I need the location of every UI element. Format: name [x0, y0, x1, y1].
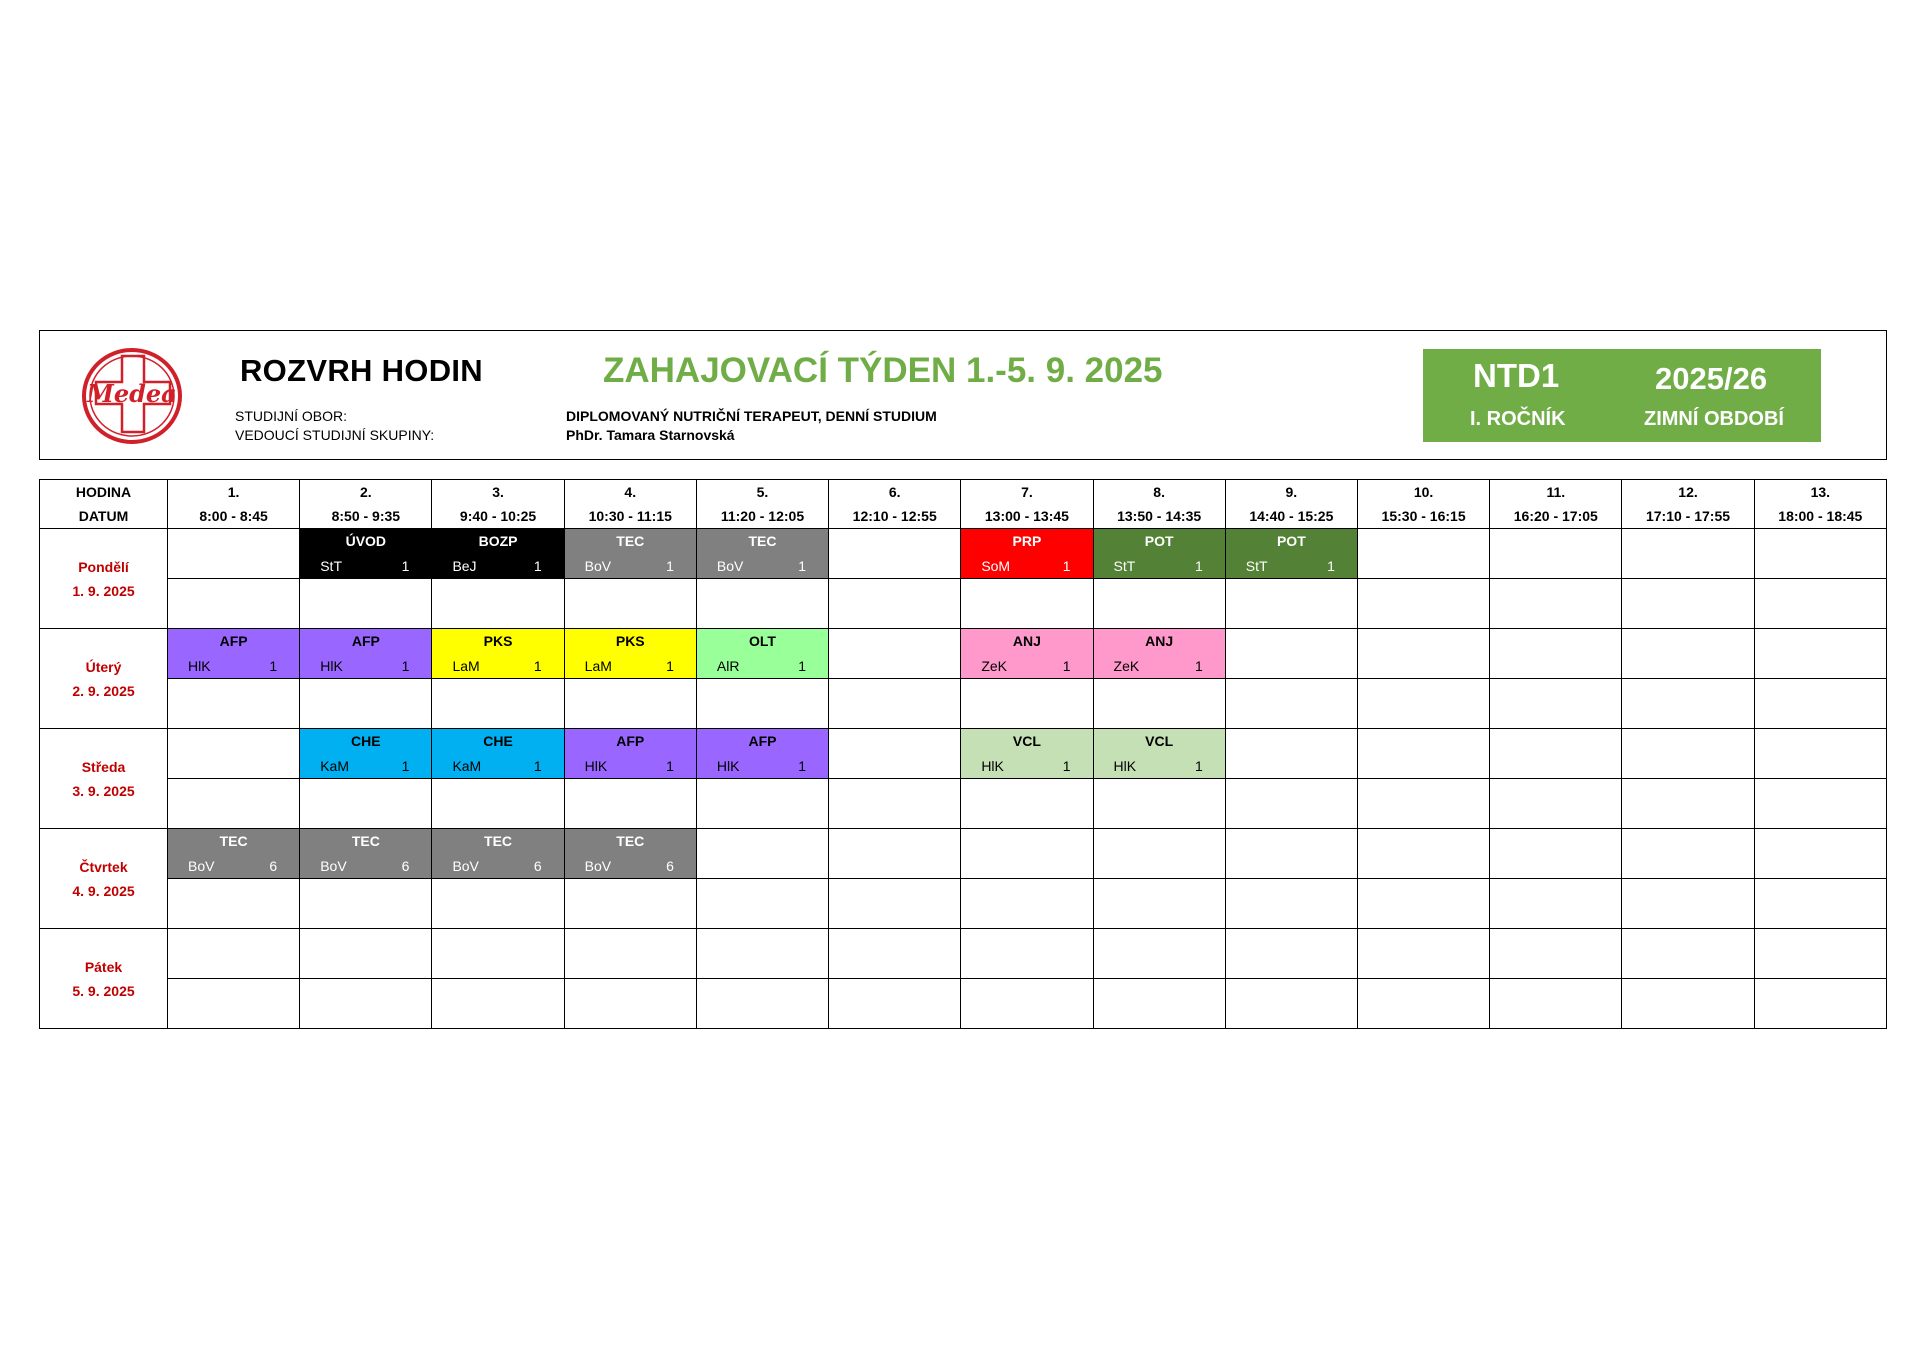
leader-label: VEDOUCÍ STUDIJNÍ SKUPINY: [235, 427, 435, 443]
empty-slot [829, 679, 961, 729]
lesson-teacher: ZeK [1113, 658, 1140, 674]
empty-slot [696, 879, 828, 929]
semester: ZIMNÍ OBDOBÍ [1644, 408, 1784, 430]
schedule-table [39, 479, 1887, 1029]
lesson-room: 6 [666, 858, 674, 874]
empty-slot [696, 579, 828, 629]
empty-slot [168, 529, 300, 579]
empty-slot [1490, 529, 1622, 579]
period-time: 16:20 - 17:05 [1513, 508, 1598, 524]
class-code: NTD1 [1473, 357, 1560, 394]
empty-slot [1754, 879, 1886, 929]
empty-slot [1093, 929, 1225, 979]
lesson-teacher: HlK [320, 658, 343, 674]
period-header [1754, 480, 1886, 529]
empty-slot [1357, 829, 1489, 879]
period-time: 8:50 - 9:35 [331, 508, 401, 524]
day-date: 1. 9. 2025 [72, 582, 135, 599]
lesson-room: 1 [1062, 558, 1071, 574]
empty-slot [1754, 679, 1886, 729]
lesson-subject: TEC [748, 533, 777, 549]
lesson-subject: VCL [1012, 733, 1041, 749]
empty-slot [961, 929, 1093, 979]
empty-slot [168, 579, 300, 629]
empty-slot [1754, 579, 1886, 629]
lesson-subject: CHE [351, 733, 381, 749]
period-header [1225, 480, 1357, 529]
lesson-subject: CHE [483, 733, 513, 749]
empty-slot [1225, 929, 1357, 979]
lesson-subject: PKS [483, 633, 513, 649]
day-row [40, 929, 1887, 979]
lesson-teacher: StT [320, 558, 342, 574]
day-row-second [40, 779, 1887, 829]
lesson-teacher: LaM [584, 658, 612, 674]
lesson-room: 1 [533, 658, 542, 674]
empty-slot [300, 779, 432, 829]
lesson-room: 1 [1194, 558, 1203, 574]
empty-slot [300, 579, 432, 629]
day-row [40, 529, 1887, 579]
lesson-cell [961, 629, 1093, 679]
lesson-subject: AFP [616, 733, 645, 749]
empty-slot [696, 979, 828, 1029]
lesson-room: 1 [798, 558, 807, 574]
class-info-box [1423, 349, 1821, 442]
lesson-subject: ANJ [1012, 633, 1041, 649]
day-cell [40, 629, 168, 729]
empty-slot [1093, 829, 1225, 879]
lesson-room: 6 [533, 858, 542, 874]
period-header [1357, 480, 1489, 529]
lesson-room: 1 [1194, 658, 1203, 674]
day-date: 4. 9. 2025 [72, 882, 135, 899]
empty-slot [1357, 629, 1489, 679]
lesson-cell [168, 629, 300, 679]
day-row-second [40, 679, 1887, 729]
period-time: 8:00 - 8:45 [199, 508, 268, 524]
day-name: Úterý [85, 658, 122, 675]
empty-slot [829, 779, 961, 829]
lesson-cell [696, 529, 828, 579]
period-header [961, 480, 1093, 529]
lesson-teacher: BoV [716, 558, 744, 574]
lesson-room: 1 [533, 558, 542, 574]
lesson-teacher: BoV [452, 858, 479, 874]
period-time: 11:20 - 12:05 [720, 508, 805, 524]
day-cell [40, 929, 168, 1029]
lesson-room: 1 [269, 658, 278, 674]
lesson-subject: BOZP [478, 533, 518, 549]
empty-slot [564, 929, 696, 979]
empty-slot [829, 829, 961, 879]
lesson-room: 1 [798, 758, 807, 774]
empty-slot [1754, 629, 1886, 679]
empty-slot [168, 979, 300, 1029]
period-number: 11. [1546, 484, 1566, 500]
empty-slot [432, 579, 564, 629]
period-header [696, 480, 828, 529]
lesson-teacher: KaM [320, 758, 350, 774]
empty-slot [1225, 879, 1357, 929]
lesson-subject: TEC [484, 833, 513, 849]
period-number: 4. [624, 484, 637, 500]
field-label: STUDIJNÍ OBOR: [235, 408, 348, 424]
period-time: 17:10 - 17:55 [1645, 508, 1731, 524]
empty-slot [1754, 929, 1886, 979]
empty-slot [1490, 779, 1622, 829]
empty-slot [961, 979, 1093, 1029]
lesson-cell [300, 729, 432, 779]
corner-header [40, 480, 168, 529]
empty-slot [829, 579, 961, 629]
lesson-subject: AFP [219, 633, 248, 649]
lesson-teacher: HlK [188, 658, 211, 674]
empty-slot [432, 679, 564, 729]
empty-slot [168, 879, 300, 929]
lesson-room: 6 [269, 858, 278, 874]
empty-slot [1490, 579, 1622, 629]
empty-slot [432, 779, 564, 829]
medea-logo-icon [80, 346, 185, 446]
day-name: Pondělí [78, 558, 129, 575]
lesson-cell [564, 829, 696, 879]
period-header [1622, 480, 1754, 529]
lesson-room: 1 [666, 758, 674, 774]
lesson-teacher: StT [1245, 558, 1268, 574]
header-box [39, 330, 1887, 460]
day-row [40, 829, 1887, 879]
empty-slot [1357, 929, 1489, 979]
period-number: 2. [359, 484, 372, 500]
empty-slot [1622, 529, 1754, 579]
empty-slot [300, 879, 432, 929]
lesson-cell [432, 629, 564, 679]
empty-slot [829, 979, 961, 1029]
empty-slot [168, 679, 300, 729]
empty-slot [1490, 879, 1622, 929]
empty-slot [1225, 829, 1357, 879]
period-number: 13. [1810, 484, 1831, 500]
lesson-subject: TEC [616, 533, 645, 549]
empty-slot [961, 579, 1093, 629]
empty-slot [696, 679, 828, 729]
lesson-teacher: StT [1113, 558, 1136, 574]
empty-slot [1754, 529, 1886, 579]
empty-slot [564, 779, 696, 829]
lesson-teacher: HlK [716, 758, 740, 774]
lesson-cell [300, 629, 432, 679]
lesson-room: 1 [1062, 658, 1071, 674]
lesson-room: 1 [798, 658, 807, 674]
day-date: 3. 9. 2025 [72, 782, 135, 799]
period-time: 10:30 - 11:15 [588, 508, 672, 524]
lesson-subject: POT [1276, 533, 1306, 549]
empty-slot [300, 979, 432, 1029]
period-number: 9. [1285, 484, 1298, 500]
empty-slot [1754, 729, 1886, 779]
empty-slot [1357, 879, 1489, 929]
lesson-cell [300, 529, 432, 579]
empty-slot [168, 729, 300, 779]
lesson-cell [696, 629, 828, 679]
period-header [1490, 480, 1622, 529]
empty-slot [1622, 779, 1754, 829]
lesson-teacher: AlR [716, 658, 740, 674]
period-number: 10. [1413, 484, 1434, 500]
empty-slot [696, 779, 828, 829]
period-number: 7. [1021, 484, 1033, 500]
empty-slot [1357, 529, 1489, 579]
day-cell [40, 829, 168, 929]
empty-slot [1754, 829, 1886, 879]
lesson-cell [961, 529, 1093, 579]
period-header [432, 480, 564, 529]
hour-label: HODINA [75, 484, 132, 500]
empty-slot [961, 879, 1093, 929]
empty-slot [1622, 829, 1754, 879]
empty-slot [1357, 729, 1489, 779]
lesson-cell [1093, 629, 1225, 679]
lesson-cell [432, 529, 564, 579]
lesson-cell [564, 629, 696, 679]
day-row [40, 729, 1887, 779]
empty-slot [961, 829, 1093, 879]
period-header [829, 480, 961, 529]
empty-slot [1490, 829, 1622, 879]
lesson-teacher: BoV [584, 858, 612, 874]
empty-slot [1622, 679, 1754, 729]
period-time: 14:40 - 15:25 [1249, 508, 1334, 524]
empty-slot [1225, 979, 1357, 1029]
lesson-room: 1 [1194, 758, 1203, 774]
lesson-cell [696, 729, 828, 779]
leader-value: PhDr. Tamara Starnovská [566, 427, 735, 443]
lesson-teacher: BoV [188, 858, 215, 874]
period-number: 8. [1153, 484, 1165, 500]
lesson-subject: PKS [615, 633, 645, 649]
empty-slot [1622, 929, 1754, 979]
lesson-teacher: HlK [981, 758, 1004, 774]
period-time: 13:00 - 13:45 [984, 508, 1069, 524]
empty-slot [1622, 579, 1754, 629]
empty-slot [1093, 779, 1225, 829]
lesson-teacher: BoV [584, 558, 612, 574]
empty-slot [300, 679, 432, 729]
empty-slot [168, 779, 300, 829]
empty-slot [696, 829, 828, 879]
day-cell [40, 729, 168, 829]
empty-slot [1490, 979, 1622, 1029]
lesson-cell [1093, 729, 1225, 779]
date-label: DATUM [78, 508, 129, 524]
period-header-row [40, 480, 1887, 529]
lesson-cell [1093, 529, 1225, 579]
period-number: 6. [888, 484, 901, 500]
lesson-subject: TEC [351, 833, 380, 849]
period-header [564, 480, 696, 529]
lesson-teacher: HlK [1113, 758, 1137, 774]
empty-slot [1093, 679, 1225, 729]
lesson-cell [564, 729, 696, 779]
empty-slot [1754, 779, 1886, 829]
lesson-teacher: KaM [452, 758, 482, 774]
lesson-subject: ANJ [1145, 633, 1174, 649]
lesson-room: 1 [401, 758, 410, 774]
day-date: 5. 9. 2025 [72, 982, 135, 999]
empty-slot [1357, 679, 1489, 729]
period-number: 1. [227, 484, 240, 500]
page-title: ROZVRH HODIN [240, 353, 483, 388]
lesson-teacher: BoV [320, 858, 347, 874]
lesson-room: 1 [666, 558, 674, 574]
lesson-teacher: LaM [452, 658, 480, 674]
empty-slot [1225, 729, 1357, 779]
lesson-cell [432, 829, 564, 879]
lesson-subject: TEC [219, 833, 248, 849]
lesson-cell [300, 829, 432, 879]
period-time: 9:40 - 10:25 [459, 508, 537, 524]
empty-slot [829, 529, 961, 579]
empty-slot [1490, 679, 1622, 729]
empty-slot [1093, 879, 1225, 929]
period-header [168, 480, 300, 529]
empty-slot [1490, 629, 1622, 679]
day-name: Pátek [84, 958, 123, 975]
empty-slot [1357, 579, 1489, 629]
empty-slot [829, 729, 961, 779]
lesson-room: 1 [401, 658, 410, 674]
grade: I. ROČNÍK [1470, 408, 1566, 430]
empty-slot [1225, 629, 1357, 679]
period-time: 15:30 - 16:15 [1381, 508, 1466, 524]
empty-slot [1490, 729, 1622, 779]
empty-slot [829, 629, 961, 679]
empty-slot [432, 929, 564, 979]
lesson-subject: PRP [1012, 533, 1042, 549]
lesson-subject: ÚVOD [345, 533, 387, 549]
lesson-teacher: SoM [981, 558, 1011, 574]
day-cell [40, 529, 168, 629]
empty-slot [1093, 979, 1225, 1029]
empty-slot [564, 879, 696, 929]
empty-slot [1490, 929, 1622, 979]
period-time: 13:50 - 14:35 [1117, 508, 1202, 524]
empty-slot [1225, 779, 1357, 829]
lesson-teacher: ZeK [981, 658, 1007, 674]
lesson-room: 1 [1062, 758, 1071, 774]
lesson-room: 1 [533, 758, 542, 774]
empty-slot [696, 929, 828, 979]
lesson-cell [168, 829, 300, 879]
lesson-room: 1 [401, 558, 410, 574]
empty-slot [1225, 679, 1357, 729]
empty-slot [1622, 729, 1754, 779]
empty-slot [1622, 879, 1754, 929]
day-date: 2. 9. 2025 [72, 682, 135, 699]
empty-slot [829, 879, 961, 929]
day-row-second [40, 979, 1887, 1029]
day-row-second [40, 579, 1887, 629]
empty-slot [1357, 779, 1489, 829]
lesson-teacher: HlK [584, 758, 608, 774]
school-year: 2025/26 [1655, 361, 1768, 396]
day-row-second [40, 879, 1887, 929]
period-header [1093, 480, 1225, 529]
lesson-subject: POT [1144, 533, 1174, 549]
empty-slot [1754, 979, 1886, 1029]
lesson-subject: AFP [351, 633, 380, 649]
empty-slot [300, 929, 432, 979]
empty-slot [961, 679, 1093, 729]
lesson-cell [432, 729, 564, 779]
empty-slot [564, 679, 696, 729]
empty-slot [432, 979, 564, 1029]
lesson-room: 6 [401, 858, 410, 874]
period-number: 12. [1678, 484, 1698, 500]
empty-slot [1093, 579, 1225, 629]
empty-slot [1622, 629, 1754, 679]
week-title: ZAHAJOVACÍ TÝDEN 1.-5. 9. 2025 [603, 351, 1163, 390]
field-value: DIPLOMOVANÝ NUTRIČNÍ TERAPEUT, DENNÍ STUDIUM [566, 408, 937, 424]
lesson-cell [564, 529, 696, 579]
empty-slot [564, 979, 696, 1029]
empty-slot [961, 779, 1093, 829]
lesson-subject: VCL [1145, 733, 1174, 749]
day-name: Středa [81, 758, 126, 775]
empty-slot [1357, 979, 1489, 1029]
lesson-cell [1225, 529, 1357, 579]
lesson-teacher: BeJ [452, 558, 477, 574]
period-number: 5. [756, 484, 769, 500]
period-time: 12:10 - 12:55 [852, 508, 937, 524]
lesson-room: 1 [1327, 558, 1335, 574]
empty-slot [168, 929, 300, 979]
empty-slot [1622, 979, 1754, 1029]
lesson-room: 1 [666, 658, 674, 674]
lesson-subject: TEC [616, 833, 645, 849]
svg-text:Medea: Medea [87, 379, 177, 408]
empty-slot [829, 929, 961, 979]
period-header [300, 480, 432, 529]
lesson-cell [961, 729, 1093, 779]
day-row [40, 629, 1887, 679]
period-time: 18:00 - 18:45 [1778, 508, 1863, 524]
empty-slot [564, 579, 696, 629]
empty-slot [432, 879, 564, 929]
empty-slot [1225, 579, 1357, 629]
lesson-subject: OLT [749, 633, 776, 649]
lesson-subject: AFP [748, 733, 777, 749]
day-name: Čtvrtek [79, 858, 128, 875]
period-number: 3. [492, 484, 504, 500]
